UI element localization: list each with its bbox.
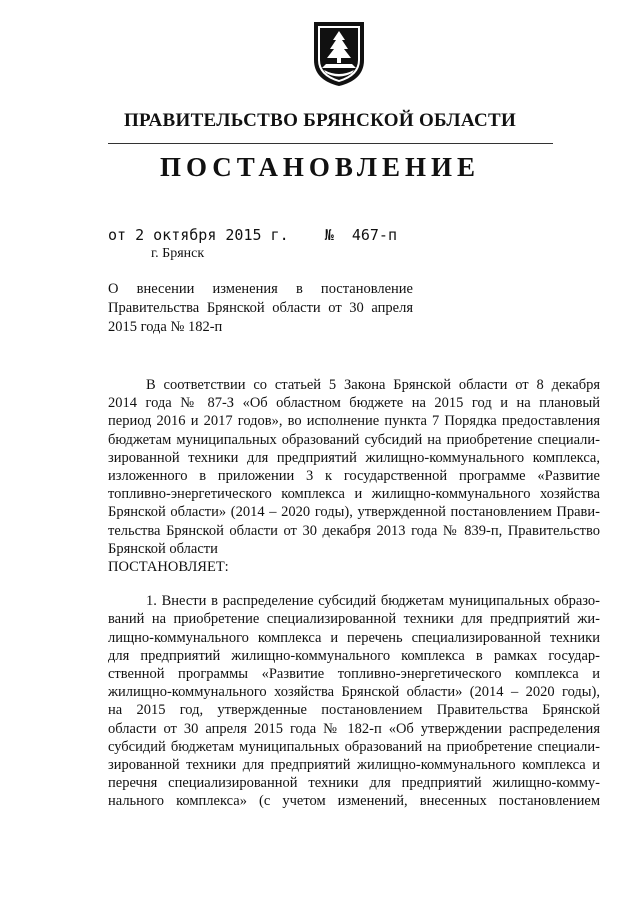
number-label: № — [324, 226, 334, 244]
text-line: области от 30 апреля 2015 года № 182-п «Об утверждении распределения — [108, 720, 600, 737]
text-line: ваний на приобретение специализированной техники для предприятий жи- — [108, 611, 600, 628]
subject-line: 2015 года № 182-п — [108, 319, 223, 335]
text-line: бюджетам муниципальных образований субсидий на приобретение специали- — [108, 431, 600, 448]
text-line: В соответствии со статьей 5 Закона Брянской области от 8 декабря — [146, 377, 600, 393]
government-title: ПРАВИТЕЛЬСТВО БРЯНСКОЙ ОБЛАСТИ — [123, 110, 517, 131]
text-line: топливно-энергетического комплекса и жилищно-коммунального хозяйства — [108, 486, 600, 503]
document-type-title: ПОСТАНОВЛЕНИЕ — [159, 152, 481, 182]
text-line: Брянской области — [108, 540, 218, 557]
text-line: 1. Внести в распределение субсидий бюджетам муниципальных образо- — [146, 593, 600, 610]
paragraph-item-1 — [108, 592, 600, 810]
text-line: изложенного в приложении 3 к государственной программе «Развитие — [108, 468, 600, 485]
subject-line: О внесении изменения в постановление — [108, 281, 413, 297]
text-line: жилищно-коммунального хозяйства Брянской области» (2014 – 2020 годы), — [108, 684, 600, 701]
date-prefix: от — [108, 226, 127, 244]
date-number-line — [108, 226, 397, 244]
document-body — [108, 376, 600, 811]
text-line: тельства Брянской области от 30 декабря 2013 года № 839-п, Правительство — [108, 522, 600, 539]
document-number: 467-п — [351, 226, 397, 244]
text-line: зированной техники для предприятий жилищно-коммунального комплекса и — [108, 757, 600, 774]
resolves-heading: ПОСТАНОВЛЯЕТ: — [108, 559, 229, 576]
text-line: перечня специализированной техники для предприятий жилищно-комму- — [108, 775, 600, 792]
coat-of-arms-emblem — [312, 20, 366, 88]
text-line: лищно-коммунального комплекса и перечень специализированной техники — [108, 629, 600, 646]
text-line: Брянской области» (2014 – 2020 годы), утвержденной постановлением Прави- — [108, 504, 600, 521]
text-line: на 2015 год, утвержденные постановлением Правительства Брянской — [108, 702, 600, 719]
text-line: зированной техники для предприятий жилищно-коммунального комплекса, — [108, 449, 600, 466]
document-date: 2 октября 2015 г. — [135, 226, 289, 244]
header-divider — [108, 143, 553, 144]
text-line: нального комплекса» (с учетом изменений, внесенных постановлением — [108, 793, 600, 810]
text-line: ственной программы «Развитие топливно-энергетического комплекса и — [108, 666, 600, 683]
subject-line: Правительства Брянской области от 30 апреля — [108, 300, 413, 316]
city: г. Брянск — [151, 246, 205, 261]
text-line: субсидий бюджетам муниципальных образований на приобретение специали- — [108, 738, 600, 755]
paragraph-preamble — [108, 376, 600, 558]
text-line: для предприятий жилищно-коммунального комплекса в рамках государ- — [108, 647, 600, 664]
text-line: период 2016 и 2017 годов», во исполнение пункта 7 Порядка предоставления — [108, 413, 600, 430]
text-line: 2014 года № 87-З «Об областном бюджете на 2015 год и на плановый — [108, 395, 600, 412]
document-subject — [108, 280, 413, 337]
